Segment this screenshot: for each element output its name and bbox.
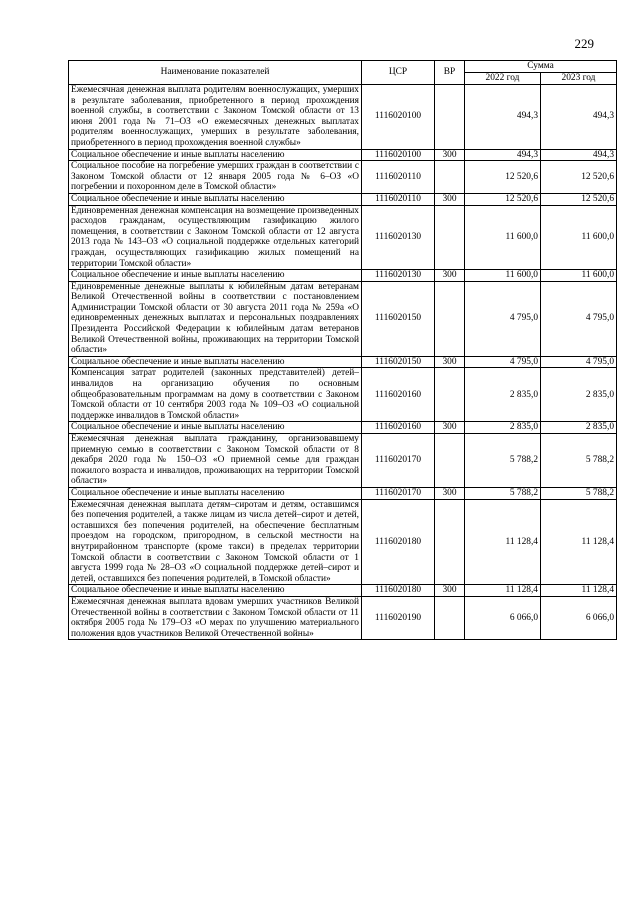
budget-table: [68, 60, 617, 640]
row-sum-2023: 11 128,4: [541, 499, 617, 585]
table-row: [69, 205, 617, 270]
header-csr: ЦСР: [362, 61, 435, 85]
row-vr: 300: [435, 585, 465, 597]
row-csr: 1116020150: [362, 281, 435, 356]
row-vr: [435, 434, 465, 488]
row-sum-2023: 494,3: [541, 85, 617, 150]
table-row: [69, 368, 617, 422]
row-csr: 1116020170: [362, 434, 435, 488]
table-row: [69, 585, 617, 597]
row-sum-2023: 4 795,0: [541, 281, 617, 356]
row-csr: 1116020180: [362, 499, 435, 585]
row-name: Компенсация затрат родителей (законных представителей) детей–инвалидов на организацию обучения по основным общеобразовательным программам на дому в соответствии с Законом Томской области от 10 сентября 2003 года № 109–ОЗ «О социальной поддержке инвалидов в Томской области»: [69, 368, 362, 422]
row-name: Социальное обеспечение и иные выплаты населению: [69, 487, 362, 499]
row-sum-2023: 5 788,2: [541, 487, 617, 499]
row-sum-2023: 12 520,6: [541, 161, 617, 194]
row-sum-2023: 11 600,0: [541, 205, 617, 270]
row-sum-2022: 12 520,6: [465, 161, 541, 194]
table-row: [69, 281, 617, 356]
row-name: Социальное обеспечение и иные выплаты населению: [69, 422, 362, 434]
row-sum-2022: 6 066,0: [465, 596, 541, 639]
row-sum-2022: 11 128,4: [465, 499, 541, 585]
header-year-2022: 2022 год: [465, 73, 541, 85]
row-name: Ежемесячная денежная выплата родителям военнослужащих, умерших в результате заболевания, приобретенного в период прохождения военной службы, в соответствии с Законом Томской области от 13 июня 2001 года № 71–ОЗ «О ежемесячных денежных выплатах родителям военнослужащих, умерших в результате заболевания, приобретенного в период прохождения военной службы»: [69, 85, 362, 150]
row-csr: 1116020130: [362, 270, 435, 282]
header-year-2023: 2023 год: [541, 73, 617, 85]
row-sum-2022: 12 520,6: [465, 193, 541, 205]
row-sum-2022: 494,3: [465, 85, 541, 150]
row-vr: 300: [435, 270, 465, 282]
row-vr: [435, 85, 465, 150]
table-row: [69, 270, 617, 282]
row-csr: 1116020110: [362, 161, 435, 194]
row-sum-2022: 5 788,2: [465, 434, 541, 488]
row-csr: 1116020100: [362, 149, 435, 161]
row-csr: 1116020160: [362, 368, 435, 422]
row-sum-2022: 2 835,0: [465, 368, 541, 422]
table-row: [69, 161, 617, 194]
row-csr: 1116020150: [362, 356, 435, 368]
table-row: [69, 487, 617, 499]
row-sum-2023: 4 795,0: [541, 356, 617, 368]
row-sum-2023: 2 835,0: [541, 368, 617, 422]
row-name: Ежемесячная денежная выплата вдовам умерших участников Великой Отечественной войны в соответствии с Законом Томской области от 11 октября 2005 года № 179–ОЗ «О мерах по улучшению материального положения вдов участников Великой Отечественной войны»: [69, 596, 362, 639]
row-sum-2023: 6 066,0: [541, 596, 617, 639]
row-csr: 1116020190: [362, 596, 435, 639]
row-vr: 300: [435, 422, 465, 434]
row-name: Ежемесячная денежная выплата детям–сиротам и детям, оставшимся без попечения родителей, а также лицам из числа детей–сирот и детей, оставшихся без попечения родителей, на обеспечение бесплатным проездом на городском, пригородном, в сельской местности на внутрирайонном транспорте (кроме такси) в пределах территории Томской области в соответствии с Законом Томской области от 1 августа 1999 года № 28–ОЗ «О социальной поддержке детей–сирот и детей, оставшихся без попечения родителей, в Томской области»: [69, 499, 362, 585]
row-vr: [435, 205, 465, 270]
table-row: [69, 434, 617, 488]
row-sum-2022: 2 835,0: [465, 422, 541, 434]
row-vr: 300: [435, 356, 465, 368]
row-sum-2022: 494,3: [465, 149, 541, 161]
table-header-row: [69, 61, 617, 73]
row-sum-2022: 5 788,2: [465, 487, 541, 499]
row-csr: 1116020110: [362, 193, 435, 205]
row-name: Социальное обеспечение и иные выплаты населению: [69, 149, 362, 161]
header-sum: Сумма: [465, 61, 617, 73]
row-csr: 1116020160: [362, 422, 435, 434]
row-vr: 300: [435, 193, 465, 205]
row-name: Социальное обеспечение и иные выплаты населению: [69, 585, 362, 597]
row-vr: [435, 596, 465, 639]
row-csr: 1116020130: [362, 205, 435, 270]
row-vr: [435, 499, 465, 585]
row-sum-2023: 11 600,0: [541, 270, 617, 282]
row-name: Социальное пособие на погребение умерших граждан в соответствии с Законом Томской области от 12 января 2005 года № 6–ОЗ «О погребении и похоронном деле в Томской области»: [69, 161, 362, 194]
row-name: Социальное обеспечение и иные выплаты населению: [69, 356, 362, 368]
row-vr: [435, 368, 465, 422]
row-vr: 300: [435, 487, 465, 499]
table-row: [69, 149, 617, 161]
row-name: Ежемесячная денежная выплата гражданину, организовавшему приемную семью в соответствии с Законом Томской области от 8 декабря 2020 года № 150–ОЗ «О приемной семье для граждан пожилого возраста и инвалидов, проживающих на территории Томской области»: [69, 434, 362, 488]
row-sum-2023: 2 835,0: [541, 422, 617, 434]
row-name: Социальное обеспечение и иные выплаты населению: [69, 193, 362, 205]
table-row: [69, 85, 617, 150]
header-vr: ВР: [435, 61, 465, 85]
row-sum-2023: 11 128,4: [541, 585, 617, 597]
row-sum-2023: 494,3: [541, 149, 617, 161]
header-name: Наименование показателей: [69, 61, 362, 85]
table-row: [69, 499, 617, 585]
row-name: Социальное обеспечение и иные выплаты населению: [69, 270, 362, 282]
row-vr: [435, 281, 465, 356]
row-vr: 300: [435, 149, 465, 161]
row-sum-2022: 11 600,0: [465, 270, 541, 282]
row-csr: 1116020170: [362, 487, 435, 499]
table-row: [69, 596, 617, 639]
table-row: [69, 422, 617, 434]
row-vr: [435, 161, 465, 194]
row-csr: 1116020100: [362, 85, 435, 150]
row-sum-2023: 12 520,6: [541, 193, 617, 205]
row-sum-2023: 5 788,2: [541, 434, 617, 488]
row-sum-2022: 4 795,0: [465, 281, 541, 356]
row-name: Единовременные денежные выплаты к юбилейным датам ветеранам Великой Отечественной войны в соответствии с постановлением Администрации Томской области от 30 августа 2011 года № 259а «О единовременных денежных выплатах и персональных поздравлениях Президента Российской Федерации к юбилейным датам ветеранов Великой Отечественной войны, проживающих на территории Томской области»: [69, 281, 362, 356]
row-sum-2022: 4 795,0: [465, 356, 541, 368]
page-number: 229: [574, 36, 594, 51]
table-row: [69, 193, 617, 205]
row-sum-2022: 11 600,0: [465, 205, 541, 270]
table-row: [69, 356, 617, 368]
row-sum-2022: 11 128,4: [465, 585, 541, 597]
row-csr: 1116020180: [362, 585, 435, 597]
row-name: Единовременная денежная компенсация на возмещение произведенных расходов гражданам, осуществляющим газификацию жилого помещения, в соответствии с Законом Томской области от 12 августа 2013 года № 143–ОЗ «О социальной поддержке отдельных категорий граждан, осуществляющих газификацию жилых помещений на территории Томской области»: [69, 205, 362, 270]
